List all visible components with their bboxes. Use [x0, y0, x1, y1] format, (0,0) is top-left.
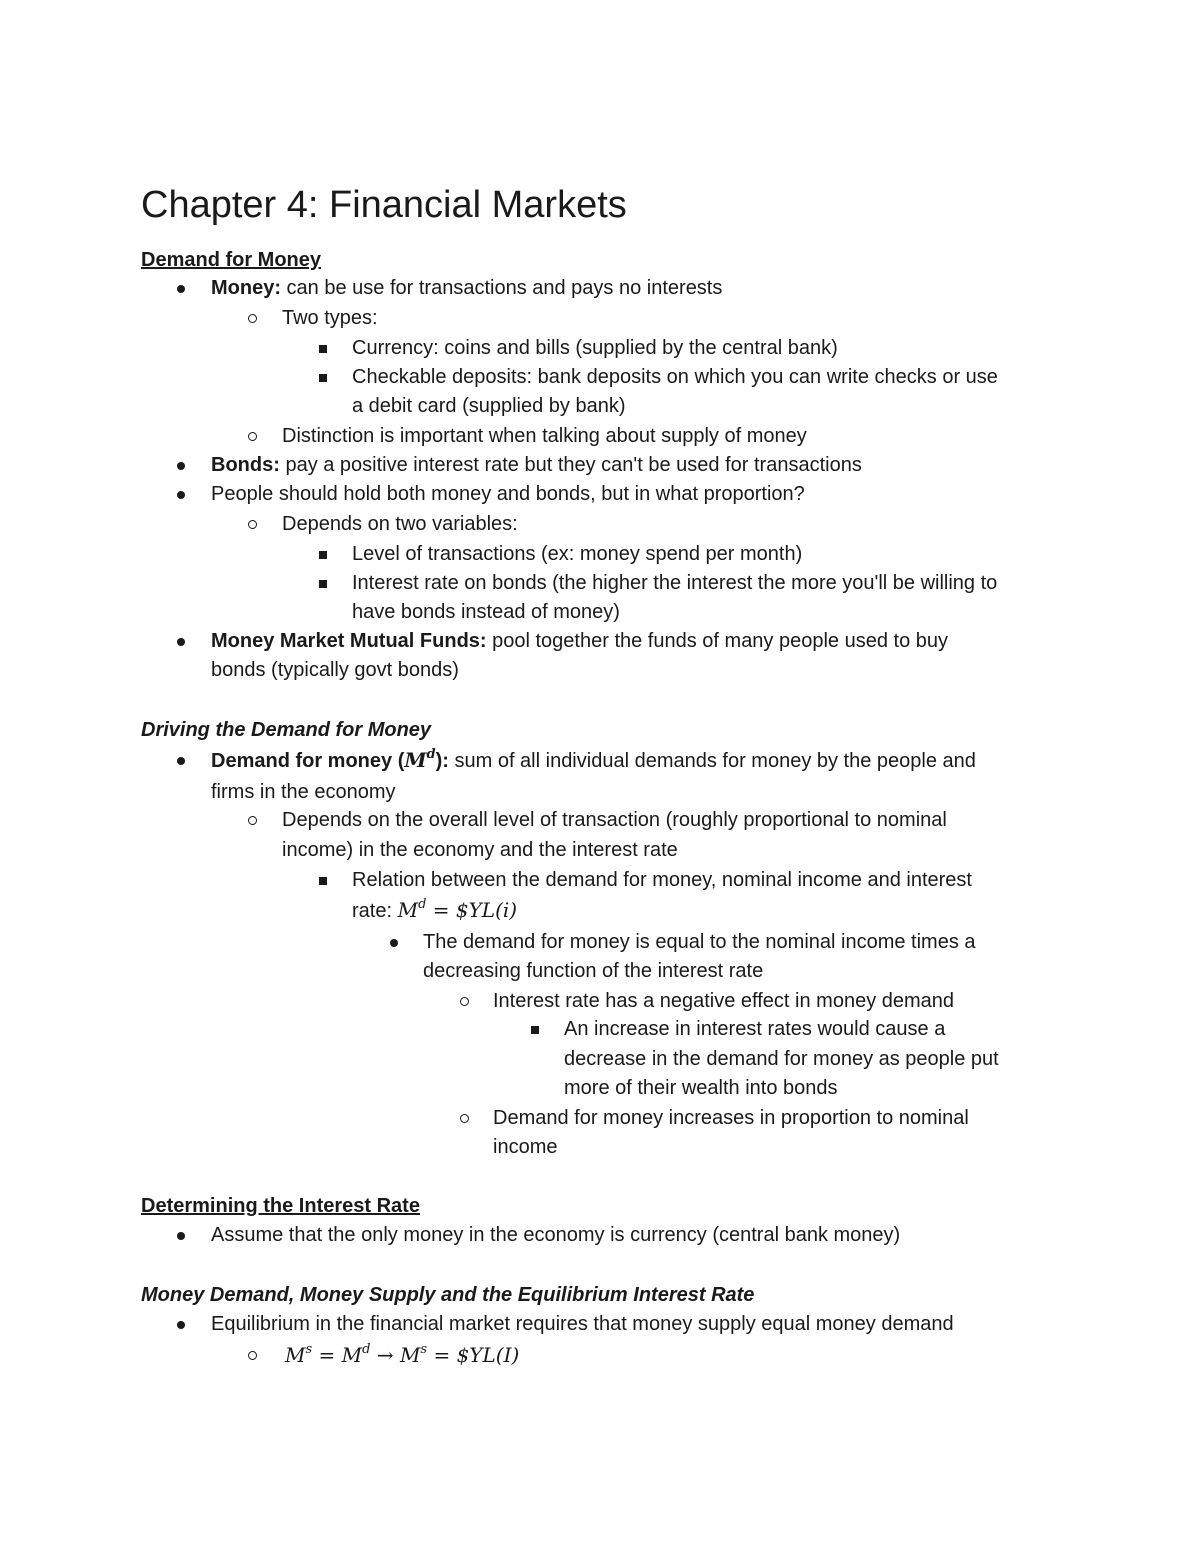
bullet-square — [319, 363, 331, 392]
math-equation-end: = $YL(I) — [427, 1343, 520, 1367]
term-demand-label: Demand for money ( — [211, 750, 405, 772]
math-symbol-m: M — [399, 1343, 421, 1367]
list-item-assume: Assume that the only money in the economy is currency (central bank money) — [211, 1224, 901, 1246]
math-equation-rest: = $YL(i) — [426, 898, 518, 922]
bullet-square — [319, 334, 331, 363]
list-item-relation-line-1: Relation between the demand for money, nominal income and interest — [352, 869, 972, 891]
bullet-dot — [390, 928, 402, 957]
section-heading-equilibrium: Money Demand, Money Supply and the Equilibrium Interest Rate — [141, 1284, 755, 1306]
list-item-equilibrium: Equilibrium in the financial market requires that money supply equal money demand — [211, 1313, 954, 1335]
math-relation-equation — [398, 898, 518, 922]
definition-demand-for-money: sum of all individual demands for money by the people and — [448, 750, 976, 772]
list-item-negative-effect: Interest rate has a negative effect in money demand — [493, 990, 955, 1012]
list-item-increase-line-1: An increase in interest rates would cause a — [564, 1018, 946, 1040]
math-superscript-d: d — [426, 747, 436, 762]
bullet-dot — [177, 627, 189, 656]
term-demand-for-money — [211, 747, 449, 772]
bullet-dot — [177, 480, 189, 509]
list-item-mmmf-line-2: bonds (typically govt bonds) — [211, 659, 459, 681]
list-item-increase-line-3: more of their wealth into bonds — [564, 1077, 838, 1099]
list-item-depends: Depends on two variables: — [282, 513, 518, 535]
math-md — [404, 748, 435, 772]
bullet-dot — [177, 746, 189, 775]
list-item-people: People should hold both money and bonds, but in what proportion? — [211, 483, 805, 505]
list-item-mmmf-line-1 — [211, 627, 948, 656]
math-superscript-d: d — [418, 897, 427, 912]
math-symbol-m: M — [285, 1343, 306, 1367]
bullet-circle — [248, 806, 260, 835]
bullet-circle — [248, 510, 260, 539]
bullet-circle — [248, 304, 260, 333]
bullet-dot — [177, 451, 189, 480]
math-superscript-d: d — [362, 1342, 371, 1357]
bullet-square — [319, 569, 331, 598]
math-symbol-m: M — [397, 898, 419, 922]
list-item-equal-line-1: The demand for money is equal to the nominal income times a — [423, 931, 976, 953]
list-item-money — [211, 274, 722, 303]
list-item-two-types: Two types: — [282, 307, 378, 329]
list-item-interest-line-2: have bonds instead of money) — [352, 601, 620, 623]
term-bonds: Bonds: — [211, 454, 280, 476]
bullet-square — [319, 540, 331, 569]
list-item-relation-line-2 — [352, 896, 517, 926]
term-money: Money: — [211, 277, 281, 299]
list-item-proportion-line-2: income — [493, 1136, 558, 1158]
relation-prefix: rate: — [352, 900, 398, 922]
bullet-dot — [177, 1310, 189, 1339]
list-item-depends-overall-line-2: income) in the economy and the interest rate — [282, 839, 678, 861]
list-item-bonds — [211, 451, 862, 480]
bullet-square — [531, 1015, 543, 1044]
math-symbol-m: M — [341, 1343, 363, 1367]
list-item-checkable-line-1: Checkable deposits: bank deposits on which you can write checks or use — [352, 366, 998, 388]
math-equals: = — [312, 1343, 342, 1367]
list-item-equal-line-2: decreasing function of the interest rate — [423, 960, 764, 982]
definition-money: can be use for transactions and pays no interests — [281, 277, 723, 299]
bullet-circle — [248, 422, 260, 451]
section-heading-driving-demand: Driving the Demand for Money — [141, 719, 432, 741]
list-item-currency: Currency: coins and bills (supplied by the central bank) — [352, 337, 838, 359]
list-item-demand-line-2: firms in the economy — [211, 781, 396, 803]
math-arrow: → — [370, 1343, 400, 1367]
math-symbol-m: M — [404, 748, 427, 772]
definition-bonds: pay a positive interest rate but they can't be used for transactions — [279, 454, 862, 476]
list-item-distinction: Distinction is important when talking about supply of money — [282, 425, 807, 447]
math-superscript-s: s — [420, 1342, 428, 1357]
term-demand-close: ): — [435, 750, 449, 772]
page-title: Chapter 4: Financial Markets — [141, 184, 627, 226]
list-item-interest-line-1: Interest rate on bonds (the higher the interest the more you'll be willing to — [352, 572, 998, 594]
list-item-checkable-line-2: a debit card (supplied by bank) — [352, 395, 626, 417]
list-item-depends-overall-line-1: Depends on the overall level of transaction (roughly proportional to nominal — [282, 809, 947, 831]
section-heading-determining-interest: Determining the Interest Rate — [141, 1195, 420, 1217]
definition-mmmf: pool together the funds of many people used to buy — [486, 630, 949, 652]
bullet-circle — [460, 987, 472, 1016]
section-heading-demand-for-money: Demand for Money — [141, 249, 322, 271]
list-item-increase-line-2: decrease in the demand for money as people put — [564, 1048, 999, 1070]
math-equilibrium-equation — [285, 1341, 519, 1370]
bullet-dot — [177, 274, 189, 303]
bullet-circle — [460, 1104, 472, 1133]
list-item-level: Level of transactions (ex: money spend per month) — [352, 543, 803, 565]
list-item-proportion-line-1: Demand for money increases in proportion to nominal — [493, 1107, 969, 1129]
term-mmmf: Money Market Mutual Funds: — [211, 630, 487, 652]
list-item-demand-for-money — [211, 746, 976, 776]
bullet-circle — [248, 1341, 260, 1370]
math-superscript-s: s — [305, 1342, 313, 1357]
bullet-square — [319, 866, 331, 895]
bullet-dot — [177, 1221, 189, 1250]
